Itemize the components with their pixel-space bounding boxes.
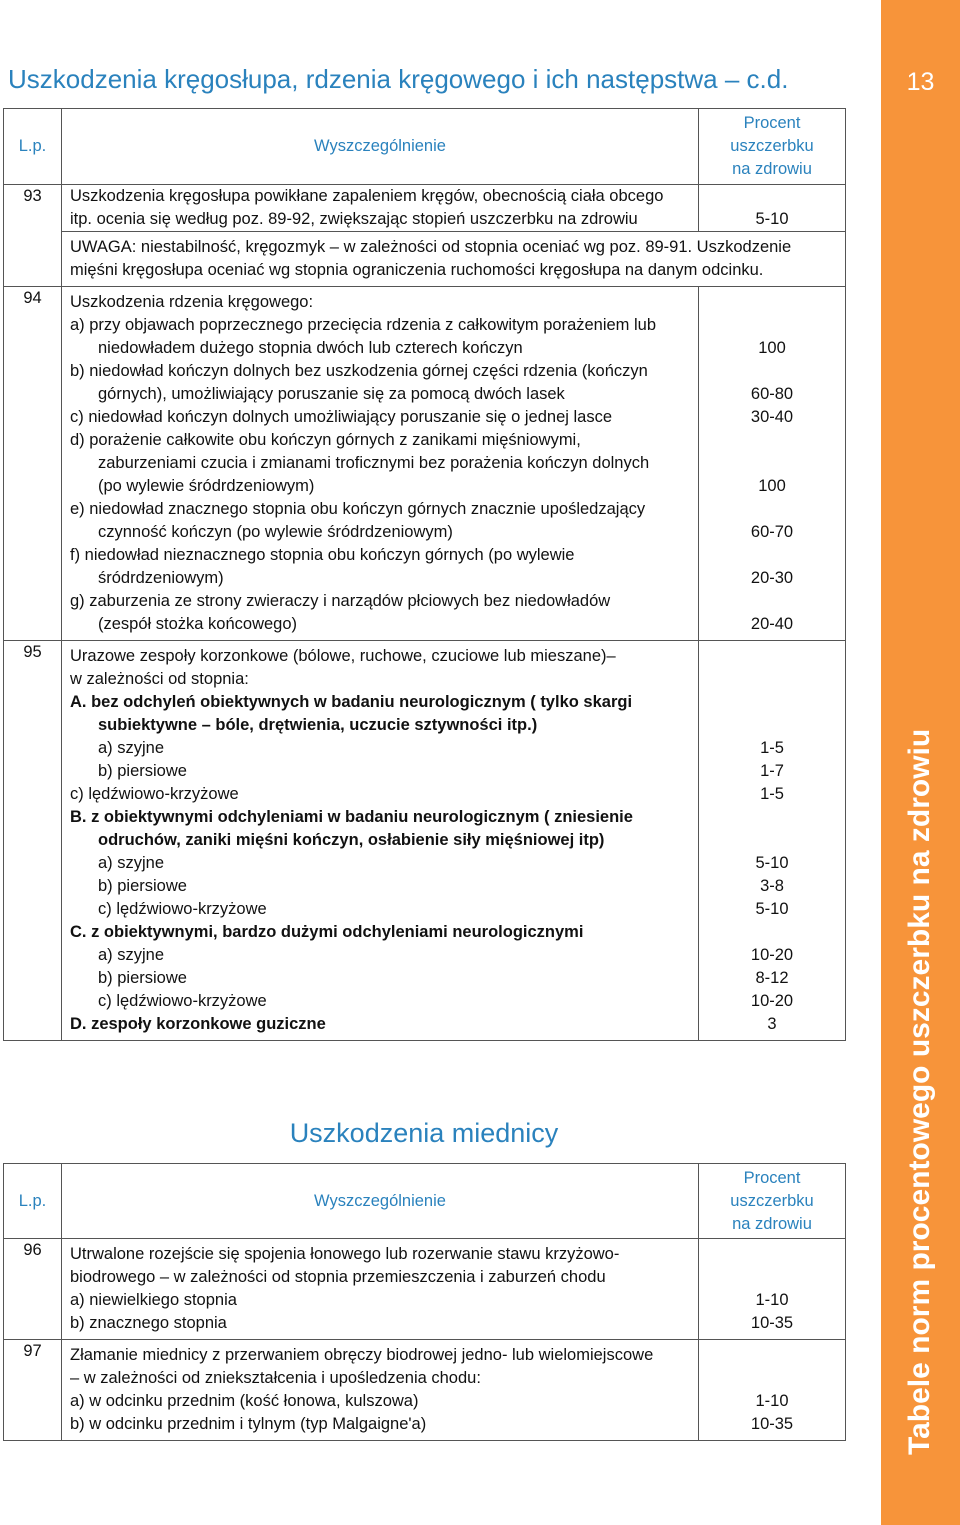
row-text: śródrdzeniowym) [98,569,224,587]
header-lp: L.p. [4,1164,62,1239]
pct-value: 5-10 [755,854,789,872]
pct-value: 10-35 [750,1314,794,1332]
pct-value-blank [699,544,845,567]
lp-cell: 94 [4,287,62,641]
row-text: a) niewielkiego stopnia [70,1291,237,1309]
pct-value-blank [699,498,845,521]
row-text: c) lędźwiowo-krzyżowe [70,785,239,803]
lp-cell: 97 [4,1340,62,1441]
pct-value: 5-10 [755,210,789,228]
pct-value: 3-8 [760,877,784,895]
header-percent [699,1164,846,1239]
pct-value-blank [699,645,845,668]
pct-value-blank [699,1367,845,1390]
row-text: b) znacznego stopnia [70,1314,227,1332]
desc-cell [62,1239,699,1340]
pct-cell [699,1239,846,1340]
header-percent-line2: uszczerbku [730,137,814,155]
pct-value-blank [699,1266,845,1289]
pct-cell [699,185,846,232]
header-percent-line1: Procent [743,114,801,132]
row-text: e) niedowład znacznego stopnia obu kończyn górnych znacznie upośledzający [70,500,646,518]
page-title: Uszkodzenia kręgosłupa, rdzenia kręgowego i ich następstwa – c.d. [8,64,789,94]
desc-cell [62,1340,699,1441]
pct-value: 1-10 [755,1291,789,1309]
pct-value-blank [699,806,845,829]
desc-cell [62,185,699,232]
pct-value-blank [699,668,845,691]
row-text: – w zależności od zniekształcenia i upośledzenia chodu: [70,1369,481,1387]
pct-cell [699,287,846,641]
pct-value-blank [699,360,845,383]
header-lp: L.p. [4,109,62,185]
header-desc: Wyszczególnienie [62,1164,699,1239]
pct-value-blank [699,452,845,475]
row-text: a) szyjne [98,739,165,757]
row-text: (zespół stożka końcowego) [98,615,298,633]
row-text: A. bez odchyleń obiektywnych w badaniu neurologicznym ( tylko skargi [70,693,633,711]
pct-value: 20-40 [750,615,794,633]
table-row-93 [4,185,846,232]
table-header-row [4,1164,846,1239]
lp-cell: 95 [4,641,62,1041]
desc-cell [62,641,699,1041]
row-text: a) szyjne [98,946,165,964]
row-text: Utrwalone rozejście się spojenia łonowego lub rozerwanie stawu krzyżowo- [70,1245,620,1263]
pct-value-blank [699,829,845,852]
pct-value: 3 [767,1015,777,1033]
pct-value-blank [699,1344,845,1367]
row-text: subiektywne – bóle, drętwienia, uczucie sztywności itp.) [98,716,538,734]
pct-value: 60-70 [750,523,794,541]
pct-value: 1-5 [760,785,784,803]
row-text: b) niedowład kończyn dolnych bez uszkodzenia górnej części rdzenia (kończyn [70,362,648,380]
pct-value: 30-40 [750,408,794,426]
spine-injuries-table [3,108,846,1041]
pct-value: 10-20 [750,992,794,1010]
row-text: a) przy objawach poprzecznego przecięcia rdzenia z całkowitym porażeniem lub [70,316,657,334]
lp-cell: 93 [4,185,62,287]
row-text: c) lędźwiowo-krzyżowe [98,992,267,1010]
row-text: itp. ocenia się według poz. 89-92, zwiększając stopień uszczerbku na zdrowiu [70,210,638,228]
pelvis-injuries-table [3,1163,846,1441]
row-text: odruchów, zaniki mięśni kończyn, osłabienie siły mięśniowej itp) [98,831,605,849]
table-row-95 [4,641,846,1041]
pct-value-blank [699,921,845,944]
section-title-pelvis: Uszkodzenia miednicy [289,1118,559,1148]
row-text: górnych), umożliwiający poruszanie się za pomocą dwóch lasek [98,385,565,403]
page-number: 13 [906,68,935,96]
row-text: c) niedowład kończyn dolnych umożliwiający poruszanie się o jednej lasce [70,408,613,426]
side-caption-text: Tabele norm procentowego uszczerbku na zdrowiu [903,728,936,1455]
row-text: b) piersiowe [98,762,187,780]
pct-value-blank [699,291,845,314]
row-text: Uszkodzenia rdzenia kręgowego: [70,293,314,311]
header-percent-line3: na zdrowiu [732,1214,812,1233]
row-text: c) lędźwiowo-krzyżowe [98,900,267,918]
table-row-97 [4,1340,846,1441]
pct-value-blank [699,691,845,714]
pct-value: 20-30 [750,569,794,587]
pct-value-blank [699,185,845,208]
pct-value-blank [699,314,845,337]
table-row-94 [4,287,846,641]
row-text: b) w odcinku przednim i tylnym (typ Malgaigne'a) [70,1415,427,1433]
row-text: B. z obiektywnymi odchyleniami w badaniu neurologicznym ( zniesienie [70,808,633,826]
header-percent-line3: na zdrowiu [732,160,812,178]
pct-value-blank [699,429,845,452]
header-desc: Wyszczególnienie [62,109,699,185]
row-text: b) piersiowe [98,969,187,987]
header-percent [699,109,846,185]
row-text: g) zaburzenia ze strony zwieraczy i narządów płciowych bez niedowładów [70,592,611,610]
row-text: biodrowego – w zależności od stopnia przemieszczenia i zaburzeń chodu [70,1268,606,1286]
table-row-96 [4,1239,846,1340]
row-text: (po wylewie śródrdzeniowym) [98,477,315,495]
pct-value: 1-10 [755,1392,789,1410]
desc-cell [62,287,699,641]
row-text: Uszkodzenia kręgosłupa powikłane zapaleniem kręgów, obecnością ciała obcego [70,187,664,205]
pct-value: 1-7 [760,762,784,780]
header-percent-line2: uszczerbku [730,1191,814,1210]
row-text: D. zespoły korzonkowe guziczne [70,1015,326,1033]
pct-value: 8-12 [755,969,789,987]
pct-value: 10-35 [750,1415,794,1433]
pct-cell [699,641,846,1041]
row-text: zaburzeniami czucia i zmianami troficznymi bez porażenia kończyn dolnych [98,454,650,472]
row-text: Urazowe zespoły korzonkowe (bólowe, ruchowe, czuciowe lub mieszane)– [70,647,616,665]
row-text: C. z obiektywnymi, bardzo dużymi odchyleniami neurologicznymi [70,923,584,941]
row-text: b) piersiowe [98,877,187,895]
row-text: a) w odcinku przednim (kość łonowa, kulszowa) [70,1392,419,1410]
table-header-row [4,109,846,185]
row-text: d) porażenie całkowite obu kończyn górnych z zanikami mięśniowymi, [70,431,581,449]
table-row-93-note [4,232,846,287]
row-text: niedowładem dużego stopnia dwóch lub czterech kończyn [98,339,523,357]
row-text: Złamanie miednicy z przerwaniem obręczy biodrowej jedno- lub wielomiejscowe [70,1346,654,1364]
header-percent-line1: Procent [743,1168,801,1187]
pct-value-blank [699,1243,845,1266]
pct-value: 100 [758,477,786,495]
pct-value: 5-10 [755,900,789,918]
row-text: w zależności od stopnia: [70,670,249,688]
pct-value: 100 [758,339,786,357]
pct-value: 10-20 [750,946,794,964]
pct-value-blank [699,590,845,613]
lp-cell: 96 [4,1239,62,1340]
pct-value-blank [699,714,845,737]
note-text: UWAGA: niestabilność, kręgozmyk – w zależności od stopnia oceniać wg poz. 89-91. Uszkodzenie [70,238,792,256]
pct-value: 1-5 [760,739,784,757]
row-text: f) niedowład nieznacznego stopnia obu kończyn górnych (po wylewie [70,546,575,564]
pct-value: 60-80 [750,385,794,403]
pct-cell [699,1340,846,1441]
note-text: mięśni kręgosłupa oceniać wg stopnia ograniczenia ruchomości kręgosłupa na danym odcinku. [70,261,764,279]
row-text: czynność kończyn (po wylewie śródrdzeniowym) [98,523,453,541]
note-cell [62,232,846,287]
row-text: a) szyjne [98,854,165,872]
